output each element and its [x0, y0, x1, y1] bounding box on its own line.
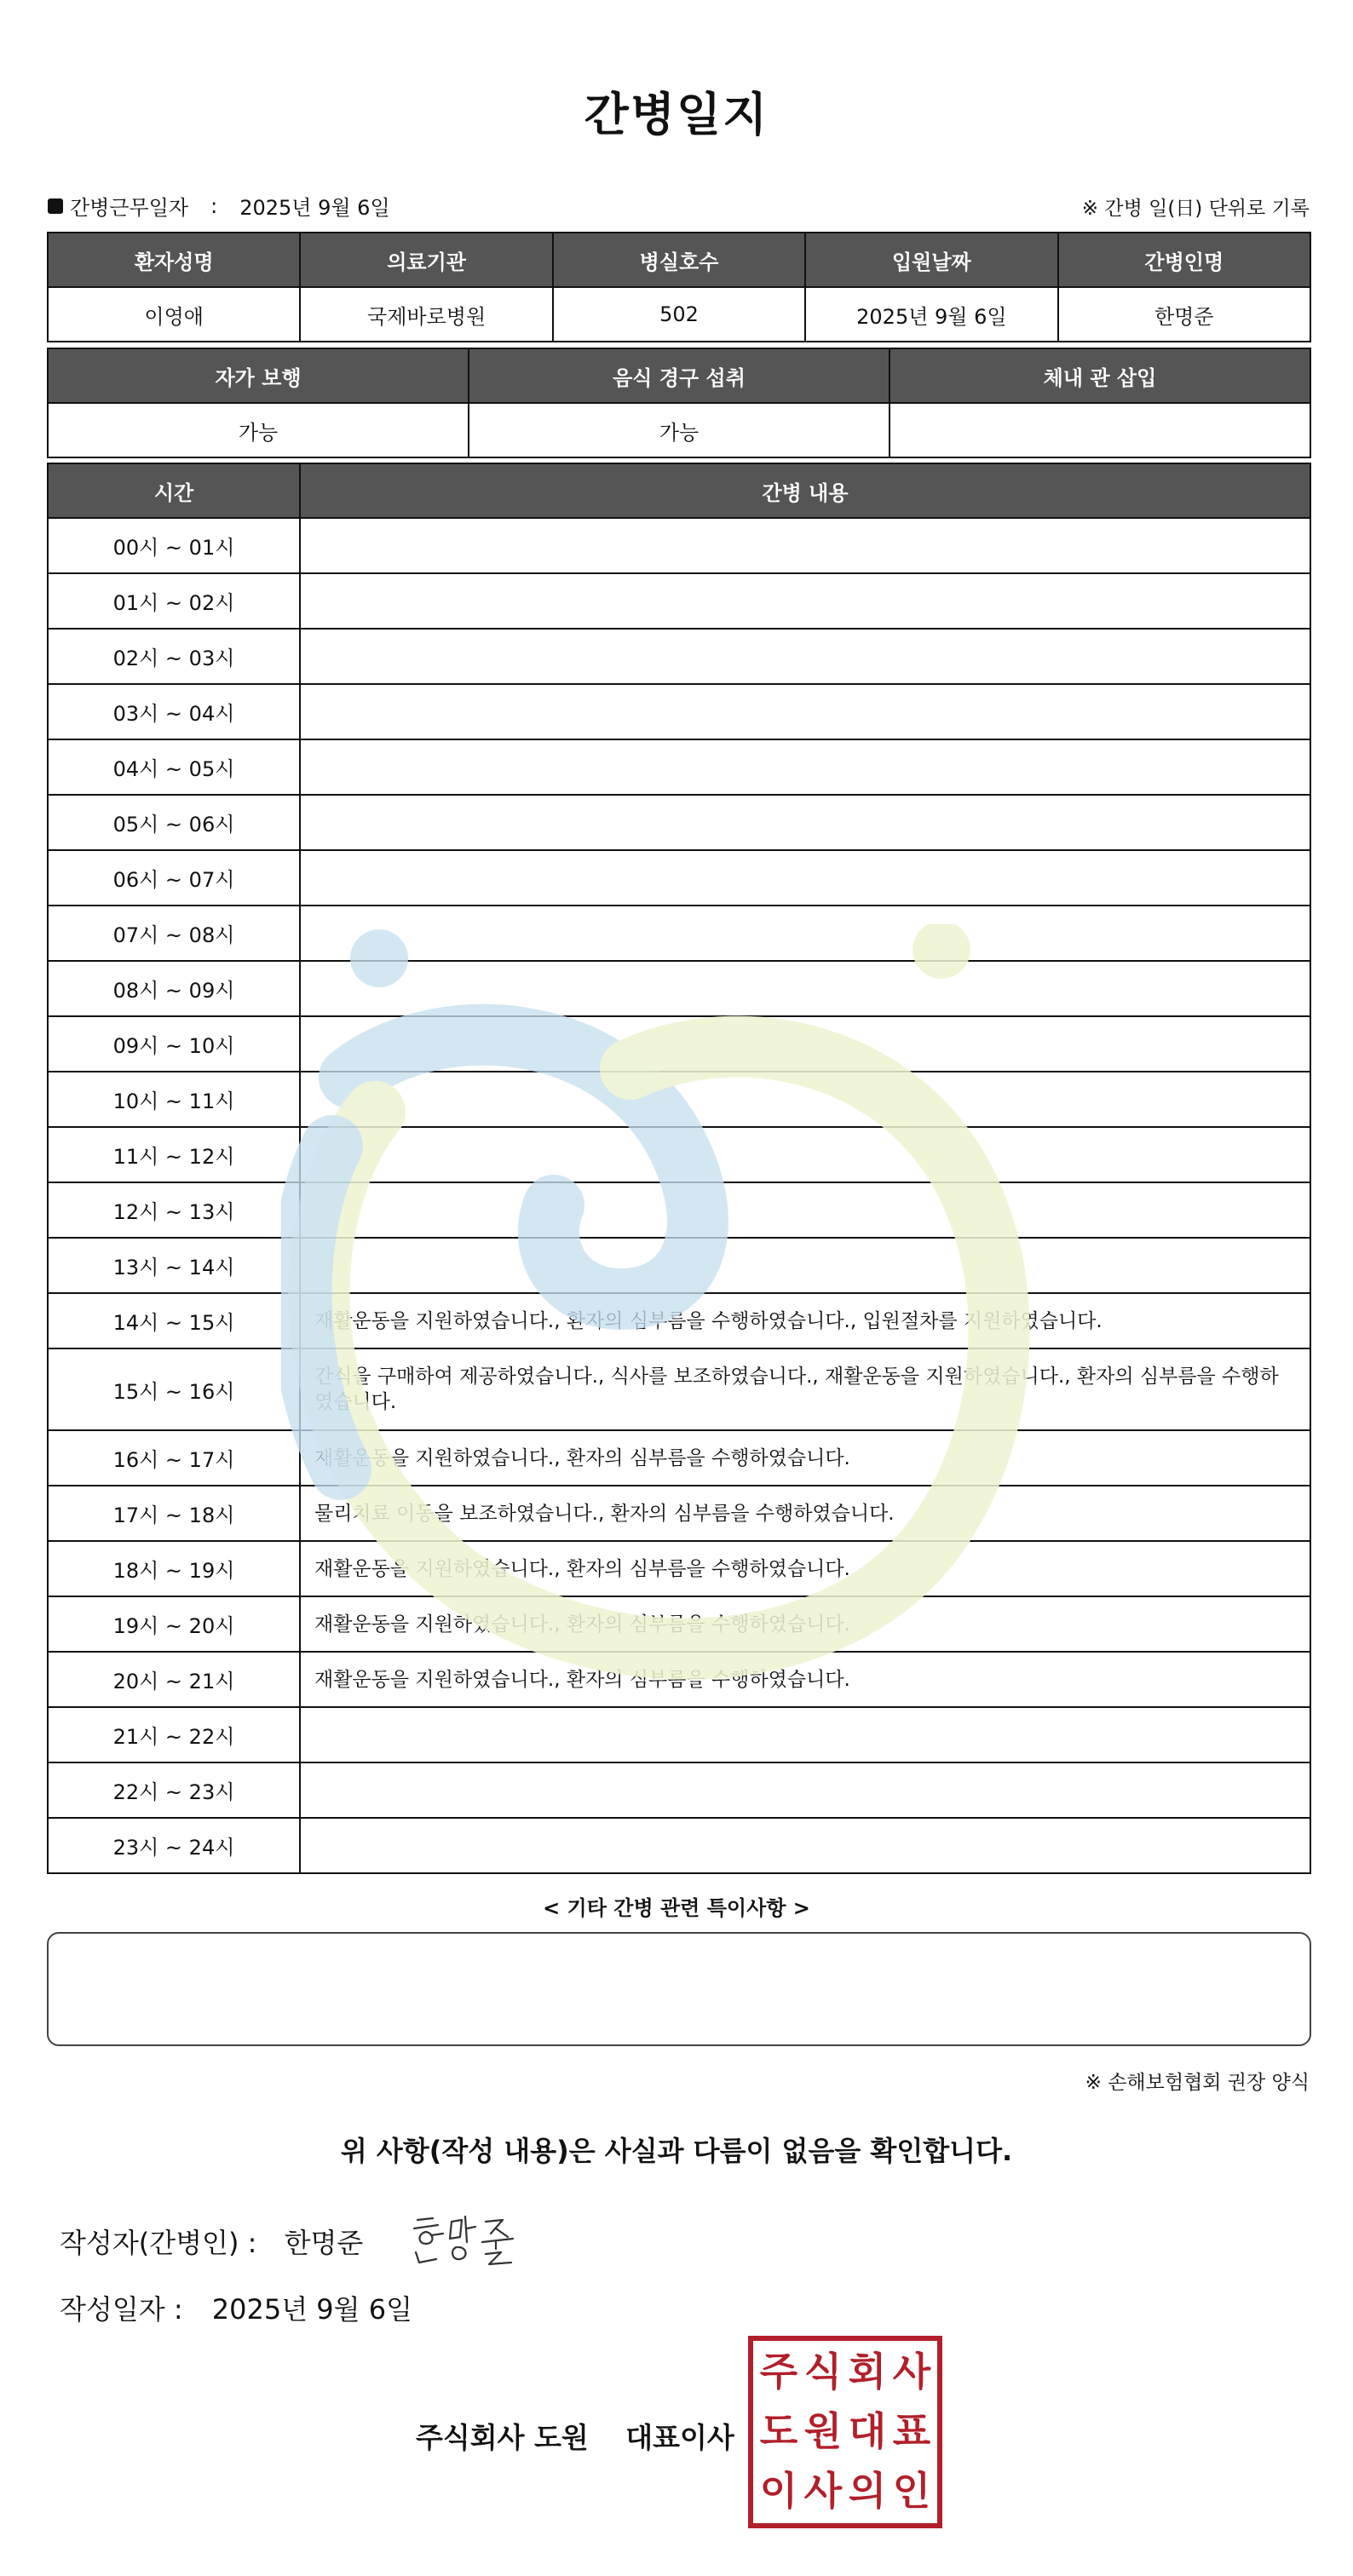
extra-notes-title: < 기타 간병 관련 특이사항 > [543, 1896, 810, 1920]
log-time-cell: 10시 ~ 11시 [48, 1072, 300, 1127]
log-row [48, 1072, 1310, 1127]
log-content-cell: 재활운동을 지원하였습니다., 환자의 심부름을 수행하였습니다. [300, 1541, 1310, 1596]
company-name: 주식회사 도원 [416, 2421, 589, 2454]
seal-character: 이 [759, 2468, 798, 2514]
log-row [48, 1541, 1310, 1596]
log-time-cell: 18시 ~ 19시 [48, 1541, 300, 1596]
log-content-cell [300, 684, 1310, 739]
header-care-content: 간병 내용 [300, 463, 1310, 518]
log-time-cell: 21시 ~ 22시 [48, 1707, 300, 1762]
log-time-cell: 02시 ~ 03시 [48, 629, 300, 684]
record-unit-note: ※ 간병 일(日) 단위로 기록 [1081, 198, 1310, 220]
form-source-note: ※ 손해보험협회 권장 양식 [1085, 2072, 1310, 2094]
admission-date-cell: 2025년 9월 6일 [805, 287, 1057, 342]
log-time-cell: 13시 ~ 14시 [48, 1238, 300, 1293]
log-time-cell: 09시 ~ 10시 [48, 1016, 300, 1072]
log-time-cell: 12시 ~ 13시 [48, 1182, 300, 1238]
patient-info-table [47, 232, 1311, 342]
company-seal-icon [748, 2336, 942, 2528]
log-time-cell: 16시 ~ 17시 [48, 1430, 300, 1486]
log-time-cell: 06시 ~ 07시 [48, 850, 300, 906]
header-caregiver-name: 간병인명 [1058, 233, 1310, 287]
log-row [48, 1182, 1310, 1238]
log-content-cell [300, 1016, 1310, 1072]
extra-notes-box [47, 1932, 1311, 2046]
log-content-cell: 간식을 구매하여 제공하였습니다., 식사를 보조하였습니다., 재활운동을 지원하였습니다., 환자의 심부름을 수행하였습니다. [300, 1348, 1310, 1430]
log-content-cell [300, 795, 1310, 850]
log-content-cell [300, 1762, 1310, 1818]
work-date-value: 2025년 9월 6일 [239, 196, 390, 220]
log-row [48, 1652, 1310, 1707]
log-content-cell [300, 961, 1310, 1016]
header-oral-intake: 음식 경구 섭취 [469, 348, 890, 403]
seal-character: 사 [803, 2468, 843, 2514]
log-content-cell [300, 1707, 1310, 1762]
header-admission-date: 입원날짜 [805, 233, 1057, 287]
log-content-cell [300, 1238, 1310, 1293]
log-time-cell: 04시 ~ 05시 [48, 739, 300, 795]
seal-character: 원 [803, 2408, 843, 2454]
log-row [48, 739, 1310, 795]
log-row [48, 1596, 1310, 1652]
log-content-cell: 재활운동을 지원하였습니다., 환자의 심부름을 수행하였습니다., 입원절차를 지원하였습니다. [300, 1293, 1310, 1348]
log-time-cell: 23시 ~ 24시 [48, 1818, 300, 1873]
log-row [48, 1238, 1310, 1293]
patient-status-table [47, 348, 1311, 458]
log-content-cell [300, 518, 1310, 573]
log-row [48, 629, 1310, 684]
log-row [48, 518, 1310, 573]
log-content-cell: 재활운동을 지원하였습니다., 환자의 심부름을 수행하였습니다. [300, 1596, 1310, 1652]
log-content-cell [300, 1182, 1310, 1238]
log-time-cell: 11시 ~ 12시 [48, 1127, 300, 1182]
log-time-cell: 17시 ~ 18시 [48, 1486, 300, 1541]
log-row [48, 850, 1310, 906]
log-row [48, 906, 1310, 961]
care-log-table [47, 463, 1311, 1874]
log-row [48, 1818, 1310, 1873]
seal-character: 도 [759, 2408, 798, 2454]
log-time-cell: 14시 ~ 15시 [48, 1293, 300, 1348]
log-content-cell: 재활운동을 지원하였습니다., 환자의 심부름을 수행하였습니다. [300, 1652, 1310, 1707]
log-time-cell: 00시 ~ 01시 [48, 518, 300, 573]
log-content-cell: 물리치료 이동을 보조하였습니다., 환자의 심부름을 수행하였습니다. [300, 1486, 1310, 1541]
writer-row [60, 2222, 363, 2261]
log-row [48, 1293, 1310, 1348]
log-time-cell: 08시 ~ 09시 [48, 961, 300, 1016]
log-time-cell: 22시 ~ 23시 [48, 1762, 300, 1818]
info-value-row [48, 287, 1310, 342]
log-time-cell: 01시 ~ 02시 [48, 573, 300, 629]
confirmation-statement: 위 사항(작성 내용)은 사실과 다름이 없음을 확인합니다. [340, 2135, 1013, 2167]
seal-character: 인 [892, 2468, 931, 2514]
document-title: 간병일지 [584, 88, 769, 141]
status-value-row [48, 403, 1310, 457]
hospital-cell: 국제바로병원 [300, 287, 552, 342]
writer-label: 작성자(간병인) : [60, 2227, 257, 2259]
log-content-cell: 재활운동을 지원하였습니다., 환자의 심부름을 수행하였습니다. [300, 1430, 1310, 1486]
info-header-row [48, 233, 1310, 287]
log-content-cell [300, 739, 1310, 795]
log-row [48, 795, 1310, 850]
status-header-row [48, 348, 1310, 403]
seal-character: 표 [892, 2408, 931, 2454]
log-content-cell [300, 573, 1310, 629]
header-self-walking: 자가 보행 [48, 348, 469, 403]
oral-intake-cell: 가능 [469, 403, 890, 457]
seal-character: 식 [803, 2349, 843, 2395]
log-time-cell: 05시 ~ 06시 [48, 795, 300, 850]
log-content-cell [300, 1127, 1310, 1182]
work-date-label: 간병근무일자 [70, 196, 189, 220]
log-header-row [48, 463, 1310, 518]
written-date-value: 2025년 9월 6일 [211, 2293, 413, 2326]
written-date-row [60, 2288, 412, 2327]
log-row [48, 684, 1310, 739]
log-row [48, 1016, 1310, 1072]
header-hospital: 의료기관 [300, 233, 552, 287]
log-row [48, 961, 1310, 1016]
header-time: 시간 [48, 463, 300, 518]
self-walking-cell: 가능 [48, 403, 469, 457]
handwritten-signature-icon [407, 2205, 535, 2273]
caregiver-name-cell: 한명준 [1058, 287, 1310, 342]
log-row [48, 1762, 1310, 1818]
log-time-cell: 07시 ~ 08시 [48, 906, 300, 961]
log-content-cell [300, 629, 1310, 684]
log-content-cell [300, 1818, 1310, 1873]
log-content-cell [300, 906, 1310, 961]
seal-character: 의 [848, 2468, 887, 2514]
log-time-cell: 19시 ~ 20시 [48, 1596, 300, 1652]
written-date-label: 작성일자 : [60, 2293, 183, 2326]
company-role: 대표이사 [625, 2421, 734, 2454]
header-room-number: 병실호수 [553, 233, 805, 287]
work-date-colon: : [210, 193, 218, 218]
log-time-cell: 03시 ~ 04시 [48, 684, 300, 739]
log-row [48, 573, 1310, 629]
seal-character: 사 [892, 2349, 931, 2395]
header-tube-insertion: 체내 관 삽입 [890, 348, 1310, 403]
log-row [48, 1707, 1310, 1762]
patient-name-cell: 이영애 [48, 287, 300, 342]
log-row [48, 1486, 1310, 1541]
room-number-cell: 502 [553, 287, 805, 342]
log-time-cell: 15시 ~ 16시 [48, 1348, 300, 1430]
log-row [48, 1430, 1310, 1486]
company-row [416, 2416, 734, 2456]
log-content-cell [300, 850, 1310, 906]
log-row [48, 1348, 1310, 1430]
log-row [48, 1127, 1310, 1182]
seal-character: 대 [848, 2408, 887, 2454]
seal-character: 주 [759, 2349, 798, 2395]
log-time-cell: 20시 ~ 21시 [48, 1652, 300, 1707]
work-date-row [48, 191, 390, 221]
header-patient-name: 환자성명 [48, 233, 300, 287]
square-bullet-icon [48, 198, 63, 214]
log-content-cell [300, 1072, 1310, 1127]
seal-character: 회 [848, 2349, 887, 2395]
writer-name: 한명준 [284, 2227, 364, 2259]
tube-insertion-cell [890, 403, 1310, 457]
